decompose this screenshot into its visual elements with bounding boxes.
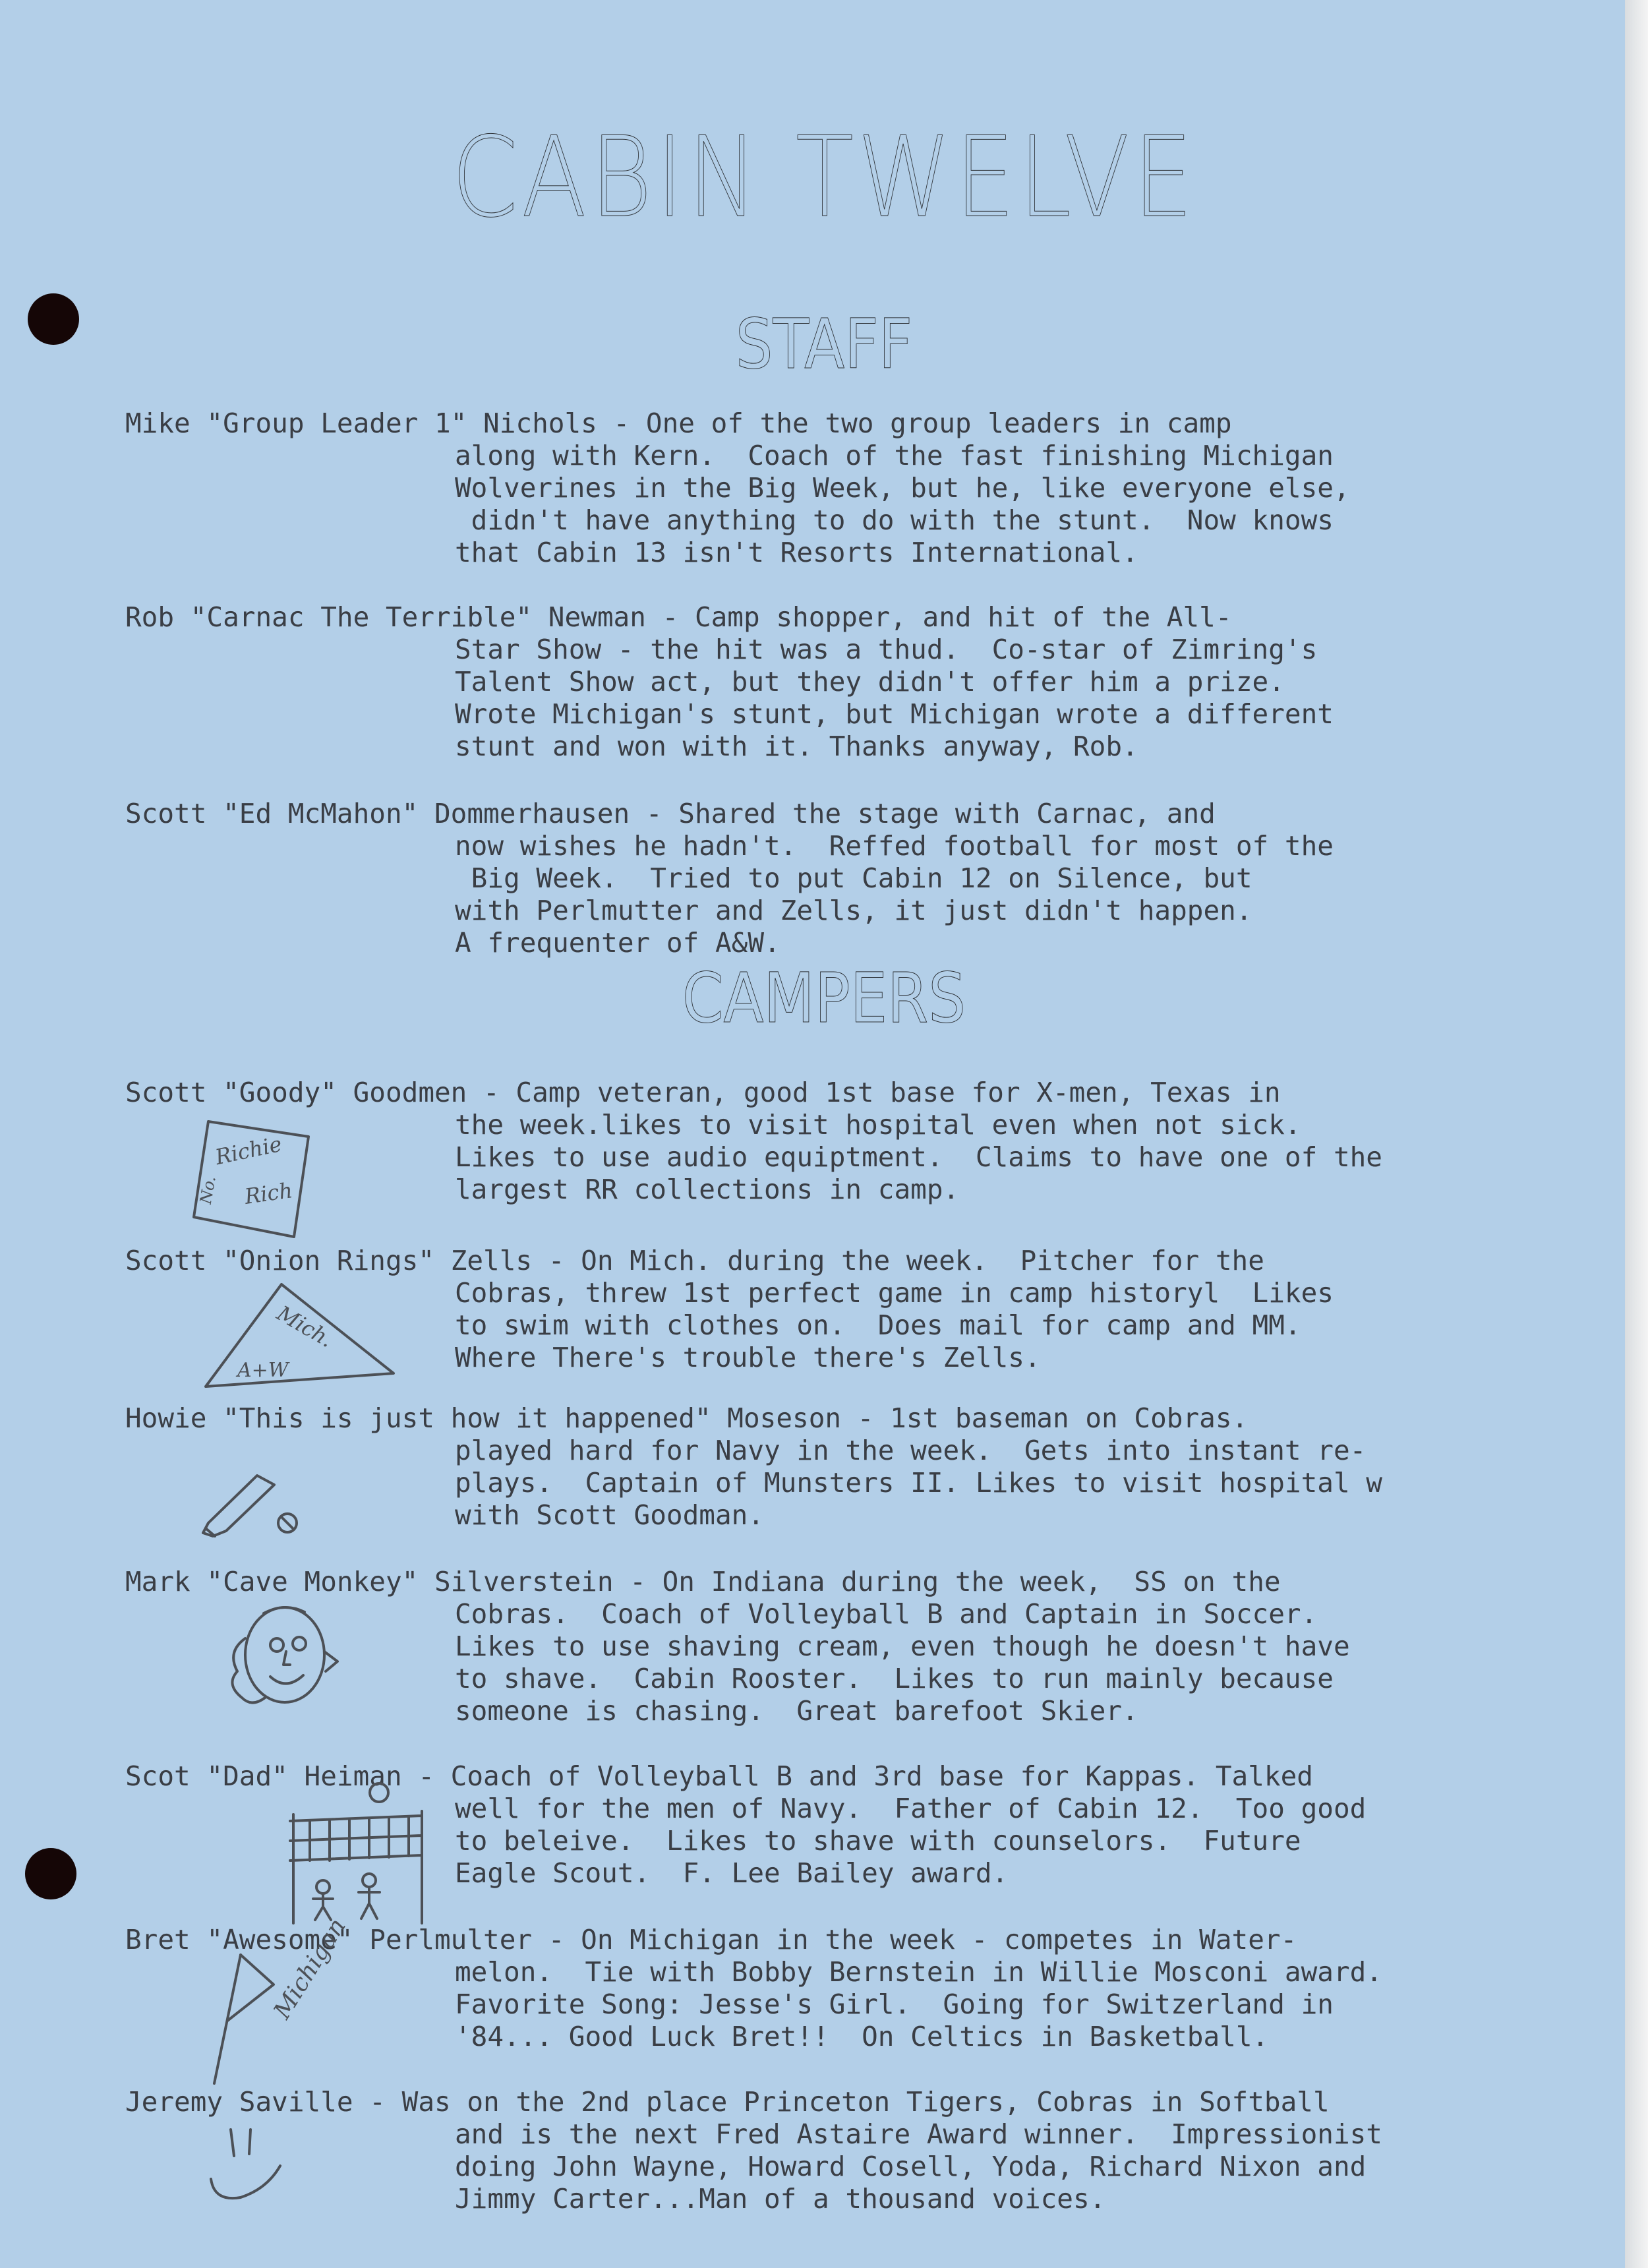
entry-line: Likes to use shaving cream, even though he doesn't have bbox=[455, 1630, 1350, 1662]
doodle-text-mich: Mich. bbox=[272, 1300, 338, 1353]
entry-line: Wolverines in the Big Week, but he, like everyone else, bbox=[455, 472, 1350, 504]
entry-line: plays. Captain of Munsters II. Likes to visit hospital w bbox=[455, 1467, 1382, 1499]
michigan-pennant-doodle bbox=[211, 1913, 369, 2090]
face-doodle bbox=[204, 2126, 290, 2205]
doodle-text-rich: Rich bbox=[243, 1178, 295, 1209]
entry-line: didn't have anything to do with the stunt. Now knows bbox=[455, 504, 1334, 536]
doodle-text-michigan: Michigan bbox=[268, 1913, 351, 2024]
entry-line: with Perlmutter and Zells, it just didn't happen. bbox=[455, 895, 1252, 926]
entry-line: Scott "Ed McMahon" Dommerhausen - Shared the stage with Carnac, and bbox=[125, 798, 1216, 829]
entry-line: Where There's trouble there's Zells. bbox=[455, 1342, 1041, 1373]
entry-line: Bret "Awesome" Perlmulter - On Michigan in the week - competes in Water- bbox=[125, 1924, 1297, 1955]
entry-line: someone is chasing. Great barefoot Skier. bbox=[455, 1695, 1138, 1727]
entry-line: now wishes he hadn't. Reffed football for most of the bbox=[455, 830, 1334, 862]
entry-line: Talent Show act, but they didn't offer him a prize. bbox=[455, 666, 1285, 698]
entry-line: stunt and won with it. Thanks anyway, Rob. bbox=[455, 731, 1138, 762]
entry-line: Scot "Dad" Heiman - Coach of Volleyball B and 3rd base for Kappas. Talked bbox=[125, 1760, 1313, 1792]
entry-line: Scott "Goody" Goodmen - Camp veteran, good 1st base for X-men, Texas in bbox=[125, 1077, 1281, 1108]
entry-line: Jimmy Carter...Man of a thousand voices. bbox=[455, 2183, 1106, 2215]
entry-line: Howie "This is just how it happened" Moseson - 1st baseman on Cobras. bbox=[125, 1402, 1249, 1434]
mich-pennant-doodle bbox=[206, 1281, 397, 1393]
entry-line: Wrote Michigan's stunt, but Michigan wrote a different bbox=[455, 698, 1334, 730]
punch-hole-top bbox=[28, 293, 79, 345]
entry-line: well for the men of Navy. Father of Cabin 12. Too good bbox=[455, 1793, 1367, 1824]
entry-line: Likes to use audio equiptment. Claims to have one of the bbox=[455, 1141, 1382, 1173]
doodle-text-no: No. bbox=[196, 1174, 220, 1206]
entry-line: '84... Good Luck Bret!! On Celtics in Basketball. bbox=[455, 2021, 1269, 2052]
entry-line: Mark "Cave Monkey" Silverstein - On Indiana during the week, SS on the bbox=[125, 1566, 1281, 1597]
doodle-text-richie: Richie bbox=[213, 1131, 284, 1170]
entry-line: melon. Tie with Bobby Bernstein in Willie Mosconi award. bbox=[455, 1956, 1382, 1988]
entry-line: doing John Wayne, Howard Cosell, Yoda, Richard Nixon and bbox=[455, 2151, 1367, 2182]
entry-line: Cobras. Coach of Volleyball B and Captain in Soccer. bbox=[455, 1598, 1318, 1630]
entry-line: to swim with clothes on. Does mail for camp and MM. bbox=[455, 1309, 1301, 1341]
volleyball-net-doodle bbox=[290, 1775, 435, 1926]
entry-line: to shave. Cabin Rooster. Likes to run mainly because bbox=[455, 1663, 1334, 1694]
punch-hole-bottom bbox=[25, 1848, 76, 1899]
entry-line: Big Week. Tried to put Cabin 12 on Silence, but bbox=[455, 862, 1252, 894]
entry-line: Star Show - the hit was a thud. Co-star of Zimring's bbox=[455, 634, 1318, 665]
entry-line: Jeremy Saville - Was on the 2nd place Princeton Tigers, Cobras in Softball bbox=[125, 2086, 1330, 2118]
page-edge bbox=[1625, 0, 1648, 2268]
bat-and-ball-doodle bbox=[196, 1470, 302, 1543]
richie-rich-doodle bbox=[189, 1118, 320, 1237]
entry-line: Eagle Scout. F. Lee Bailey award. bbox=[455, 1857, 1009, 1889]
entry-line: to beleive. Likes to shave with counselors. Future bbox=[455, 1825, 1301, 1857]
entry-line: played hard for Navy in the week. Gets into instant re- bbox=[455, 1435, 1367, 1466]
page-title: CABIN TWELVE bbox=[451, 113, 1196, 242]
entry-line: the week.likes to visit hospital even when not sick. bbox=[455, 1109, 1301, 1141]
entry-line: Cobras, threw 1st perfect game in camp historyl Likes bbox=[455, 1277, 1334, 1309]
entry-line: A frequenter of A&W. bbox=[455, 927, 780, 959]
entry-line: Rob "Carnac The Terrible" Newman - Camp shopper, and hit of the All- bbox=[125, 601, 1232, 633]
entry-line: that Cabin 13 isn't Resorts International. bbox=[455, 537, 1138, 568]
smiley-face-doodle bbox=[212, 1599, 357, 1717]
entry-line: Scott "Onion Rings" Zells - On Mich. during the week. Pitcher for the bbox=[125, 1245, 1264, 1276]
campers-heading: CAMPERS bbox=[682, 958, 966, 1038]
doodle-text-aw: A+W bbox=[237, 1359, 289, 1382]
entry-line: along with Kern. Coach of the fast finishing Michigan bbox=[455, 440, 1334, 471]
entry-line: largest RR collections in camp. bbox=[455, 1174, 960, 1205]
entry-line: with Scott Goodman. bbox=[455, 1499, 764, 1531]
staff-heading: STAFF bbox=[735, 304, 913, 384]
entry-line: and is the next Fred Astaire Award winner. Impressionist bbox=[455, 2118, 1382, 2150]
entry-line: Mike "Group Leader 1" Nichols - One of the two group leaders in camp bbox=[125, 407, 1232, 439]
entry-line: Favorite Song: Jesse's Girl. Going for Switzerland in bbox=[455, 1988, 1334, 2020]
